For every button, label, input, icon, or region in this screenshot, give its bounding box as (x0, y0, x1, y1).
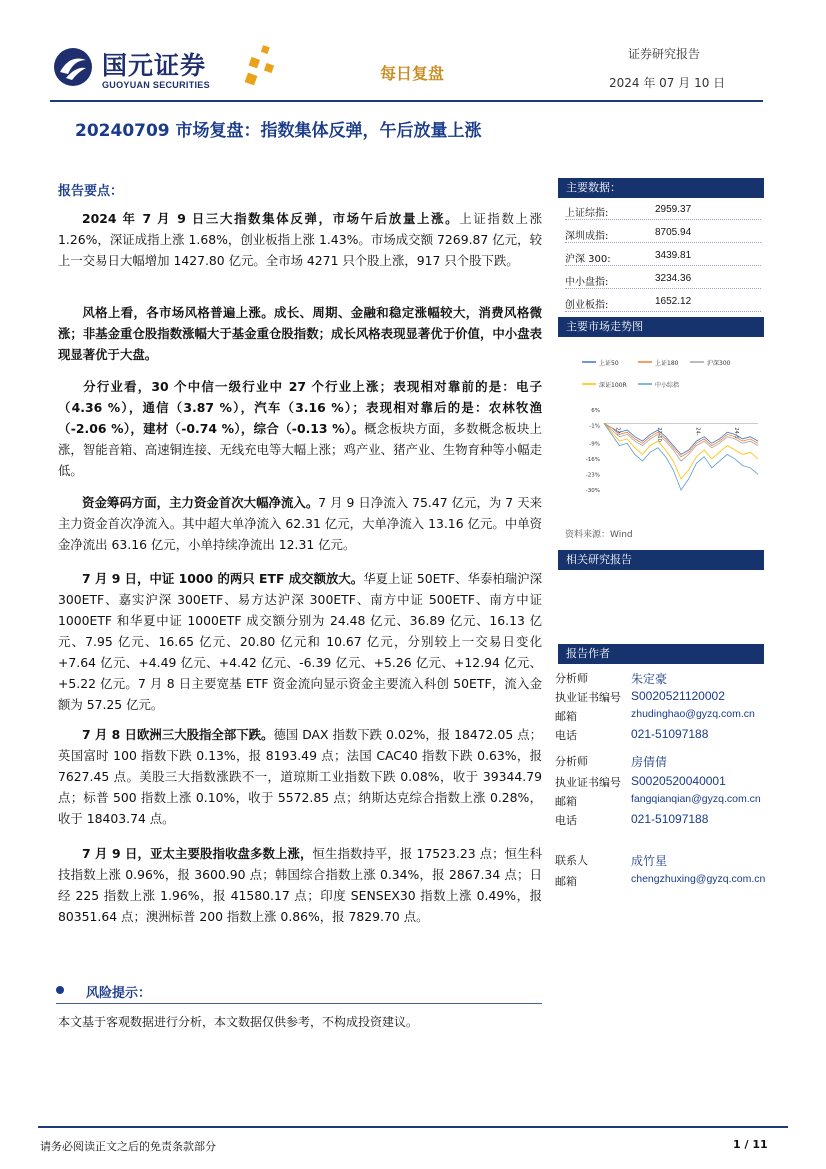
p3-text: 概念板块方面，多数概念板块上涨，智能音箱、高速铜连接、无线充电等大幅上涨；鸡产业、猪产业、生物育种等小幅走低。 (58, 421, 542, 478)
risk-bullet-icon (56, 986, 64, 994)
chart-source: 资料来源：Wind (565, 530, 633, 540)
paragraph-2 (58, 302, 542, 365)
row-divider (565, 311, 761, 312)
main-data-value: 3439.81 (655, 250, 692, 261)
author-value: S0020521120002 (631, 689, 725, 703)
risk-text: 本文基于客观数据进行分析，本文数据仅供参考，不构成投资建议。 (58, 1015, 419, 1029)
p1-bold: 2024 年 7 月 9 日三大指数集体反弹，市场午后放量上涨。 (82, 211, 460, 226)
header-center-label: 每日复盘 (380, 64, 445, 83)
logo-emblem-icon (52, 46, 94, 88)
legend-entry (638, 359, 679, 367)
author-key: 邮箱 (555, 875, 577, 888)
y-tick-label: -30% (585, 488, 600, 494)
main-data-heading: 主要数据： (558, 178, 764, 198)
p6-text: 德国 DAX 指数下跌 0.02%，报 18472.05 点；英国富时 100 指数下跌 0.13%，报 8193.49 点；法国 CAC40 指数下跌 0.63%，报 7627.45 点。美股三大指数涨跌不一，道琼斯工业指数下跌 0.08%，收于 39344.79 点；标普 500 指数上涨 0.10%，收于 5572.85 点；纳斯达克综合指数上涨 0.28%，收于 18403.74 点。 (58, 727, 542, 826)
author-row (555, 774, 726, 790)
paragraph-1 (58, 208, 542, 271)
report-type: 证券研究报告 (628, 47, 701, 61)
p5-bold: 7 月 9 日，中证 1000 的两只 ETF 成交额放大。 (82, 571, 364, 586)
main-data-value: 8705.94 (655, 227, 692, 238)
main-data-key: 创业板指: (565, 300, 609, 311)
author-value: 021-51097188 (631, 812, 709, 826)
y-tick-label: -9% (589, 441, 600, 448)
report-date: 2024 年 07 月 10 日 (609, 76, 726, 90)
author-value: 成竹星 (631, 854, 668, 868)
author-key: 电话 (555, 729, 577, 742)
row-divider (565, 219, 761, 220)
author-value: chengzhuxing@gyzq.com.cn (631, 873, 766, 885)
legend-entry (582, 381, 627, 389)
footer-disclaimer: 请务必阅读正文之后的免责条款部分 (40, 1140, 216, 1153)
author-key: 执业证书编号 (555, 776, 621, 789)
legend-label: 上证50 (599, 360, 619, 367)
page-title: 20240709 市场复盘：指数集体反弹，午后放量上涨 (75, 121, 482, 141)
author-row (555, 873, 766, 889)
author-row (555, 753, 668, 769)
paragraph-5 (58, 568, 542, 715)
author-row (555, 708, 755, 724)
paragraph-4 (58, 492, 542, 555)
p5-text: 华夏上证 50ETF、华泰柏瑞沪深 300ETF、嘉实沪深 300ETF、易方达沪深 300ETF、南方中证 500ETF、南方中证 1000ETF 和华夏中证 1000ETF 成交额分别为 24.48 亿元、36.89 亿元、16.13 亿元、7.95 亿元、16.65 亿元、20.80 亿元和 10.67 亿元，分别较上一交易日变化+7.64 亿元、+4.49 亿元、+4.42 亿元、-6.39 亿元、+5.26 亿元、+12.94 亿元、+5.22 亿元。7 月 8 日主要宽基 ETF 资金流向显示资金主要流入科创 50ETF，流入金额为 57.25 亿元。 (58, 571, 542, 712)
p1-text: 上证指数上涨 1.26%，深证成指上涨 1.68%，创业板指上涨 1.43%。市场成交额 7269.87 亿元，较上一交易日大幅增加 1427.80 亿元。全市场 4271 只个股上涨，917 只个股下跌。 (58, 211, 543, 268)
legend-entry (638, 381, 679, 389)
author-value: zhudinghao@gyzq.com.cn (631, 708, 755, 720)
page-number: 1 / 11 (733, 1138, 768, 1151)
author-row (555, 670, 668, 686)
paragraph-6 (58, 724, 542, 829)
author-key: 执业证书编号 (555, 691, 621, 704)
paragraph-3 (58, 376, 542, 481)
author-key: 电话 (555, 814, 577, 827)
y-tick-label: -23% (585, 472, 600, 479)
risk-heading: 风险提示： (86, 986, 152, 1001)
risk-underline (56, 1003, 542, 1004)
row-divider (565, 265, 761, 266)
x-tick-label: 23- (614, 427, 621, 436)
author-key: 分析师 (555, 755, 588, 768)
p7-text: 恒生指数持平，报 17523.23 点；恒生科技指数上涨 0.96%，报 3600.90 点；韩国综合指数上涨 0.34%，报 2867.34 点；日经 225 指数上涨 1.96%，报 41580.17 点；印度 SENSEX30 指数上涨 0.49%，报 80351.64 点；澳洲标普 200 指数上涨 0.86%，报 7829.70 点。 (58, 846, 543, 924)
logo-stars-icon (240, 44, 280, 88)
x-tick-label: 24- (694, 427, 701, 436)
author-value: 021-51097188 (631, 727, 709, 741)
p3-bold: 分行业看，30 个中信一级行业中 27 个行业上涨；表现相对靠前的是：电子（4.36 %），通信（3.87 %），汽车（3.16 %）；表现相对靠后的是：农林牧渔（-2.06 %），建材（-0.74 %），综合（-0.13 %）。 (58, 379, 542, 436)
author-value: fangqianqian@gyzq.com.cn (631, 793, 761, 805)
author-row (555, 689, 725, 705)
author-key: 分析师 (555, 672, 588, 685)
logo (52, 44, 282, 96)
main-data-key: 中小盘指: (565, 277, 609, 288)
author-row (555, 793, 761, 809)
main-data-key: 上证综指: (565, 208, 609, 219)
legend-label: 中小综指 (655, 382, 680, 389)
trend-chart (562, 348, 762, 518)
p2-bold: 风格上看，各市场风格普遍上涨。成长、周期、金融和稳定涨幅较大，消费风格微涨；非基金重仓股指数涨幅大于基金重仓股指数；成长风格表现显著优于价值，中小盘表现显著优于大盘。 (58, 305, 542, 362)
legend-entry (582, 359, 619, 367)
author-value: S0020520040001 (631, 774, 726, 788)
main-data-value: 2959.37 (655, 204, 692, 215)
row-divider (565, 288, 761, 289)
main-data-key: 沪深 300: (565, 254, 611, 265)
author-row (555, 727, 709, 743)
row-divider (565, 242, 761, 243)
legend-label: 上证180 (655, 360, 679, 367)
main-data-value: 1652.12 (655, 296, 692, 307)
related-heading: 相关研究报告 (558, 550, 764, 570)
x-tick-label: 23-10 (655, 427, 662, 442)
p6-bold: 7 月 8 日欧洲三大股指全部下跌。 (82, 727, 274, 742)
author-value: 房倩倩 (631, 755, 668, 769)
summary-heading: 报告要点： (58, 184, 124, 199)
author-key: 邮箱 (555, 795, 577, 808)
author-row (555, 812, 709, 828)
author-key: 邮箱 (555, 710, 577, 723)
legend-entry (690, 359, 731, 367)
author-heading: 报告作者 (558, 644, 764, 664)
p7-bold: 7 月 9 日，亚太主要股指收盘多数上涨， (82, 846, 313, 861)
y-tick-label: 6% (591, 408, 600, 414)
x-tick-label: 24-5 (732, 427, 739, 439)
author-value: 朱定豪 (631, 672, 668, 686)
author-key: 联系人 (555, 854, 588, 867)
main-data-key: 深圳成指: (565, 231, 609, 242)
header-divider (50, 100, 763, 102)
p4-bold: 资金筹码方面，主力资金首次大幅净流入。 (82, 495, 319, 510)
paragraph-7 (58, 843, 542, 927)
trend-heading: 主要市场走势图 (558, 317, 764, 337)
y-tick-label: -1% (589, 423, 600, 430)
y-tick-label: -16% (585, 456, 600, 463)
legend-label: 沪深300 (707, 360, 731, 367)
main-data-value: 3234.36 (655, 273, 692, 284)
p4-text: 7 月 9 日净流入 75.47 亿元，为 7 天来主力资金首次净流入。其中超大单净流入 62.31 亿元，大单净流入 13.16 亿元。中单资金净流出 63.16 亿元，小单持续净流出 12.31 亿元。 (58, 495, 542, 552)
author-row (555, 852, 668, 868)
logo-text-zh: 国元证券 (102, 51, 207, 80)
legend-label: 深证100R (599, 382, 627, 389)
logo-text-en: GUOYUAN SECURITIES (102, 80, 210, 90)
footer-divider (38, 1126, 788, 1128)
